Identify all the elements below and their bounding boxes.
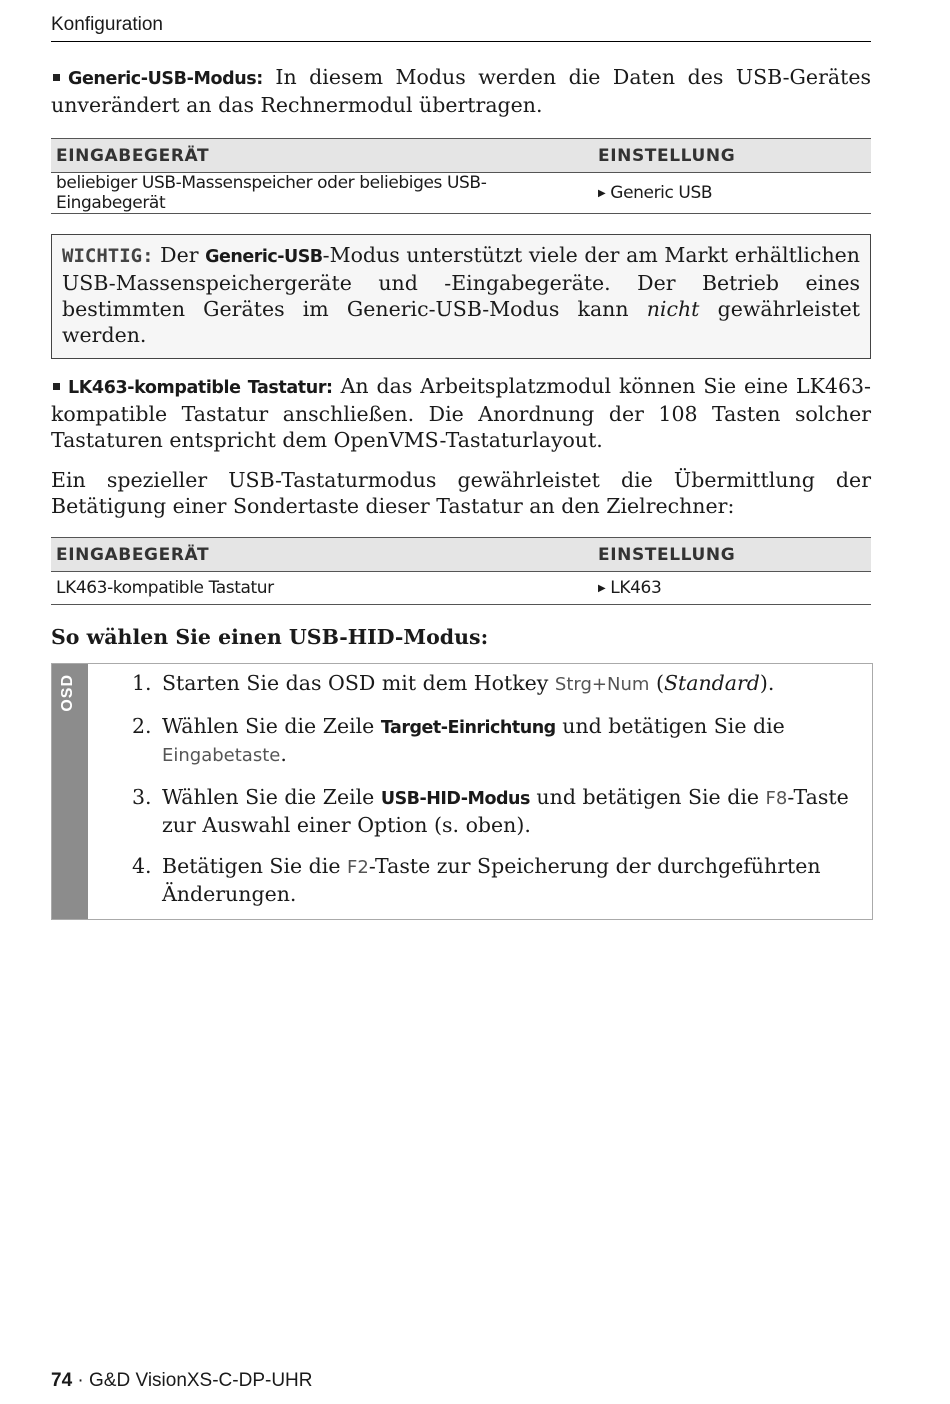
table-header-device: EINGABEGERÄT bbox=[51, 139, 593, 173]
note-emphasis: nicht bbox=[646, 297, 700, 321]
step-text: und betätigen Sie die bbox=[562, 714, 785, 738]
lk463-text: An das Arbeitsplatzmodul können Sie eine LK463-kompatible Tastatur anschließen. Die Anordnung der 108 Tasten solcher Tastaturen entspricht dem OpenVMS-Tastaturlayout. bbox=[51, 374, 871, 452]
osd-procedure-box bbox=[51, 663, 873, 920]
page-content bbox=[51, 64, 871, 920]
step-text: ). bbox=[759, 671, 775, 695]
table-header-device: EINGABEGERÄT bbox=[51, 538, 593, 572]
step-text: Betätigen Sie die bbox=[162, 854, 341, 878]
step-number: 2. bbox=[132, 714, 152, 738]
table-cell-setting bbox=[593, 572, 871, 605]
table-row bbox=[51, 572, 871, 605]
special-mode-paragraph: Ein spezieller USB-Tastaturmodus gewährleistet die Übermittlung der Betätigung einer Sondertaste dieser Tastatur an den Zielrechner: bbox=[51, 468, 871, 518]
note-text-2: -Modus unterstützt viele der am Markt erhältlichen USB-Massenspeichergeräte und -Eingabegeräte. Der Betrieb eines bestimmten Gerätes im Generic-USB-Modus kann bbox=[62, 243, 860, 321]
procedure-step bbox=[132, 713, 862, 769]
important-note bbox=[51, 234, 871, 359]
step-text: und betätigen Sie die bbox=[536, 785, 760, 809]
step-number: 3. bbox=[132, 785, 152, 809]
settings-table-lk463 bbox=[51, 537, 871, 605]
step-text: Wählen Sie die Zeile bbox=[162, 714, 375, 738]
osd-tab bbox=[52, 664, 88, 919]
procedure-steps bbox=[88, 664, 872, 919]
note-term: Generic-USB bbox=[205, 247, 323, 267]
table-header-setting: EINSTELLUNG bbox=[593, 538, 871, 572]
step-text: Starten Sie das OSD mit dem Hotkey bbox=[162, 671, 549, 695]
setting-value: Generic USB bbox=[610, 183, 713, 203]
triangle-right-icon: ▶ bbox=[598, 188, 606, 199]
generic-usb-term: Generic-USB-Modus: bbox=[68, 69, 263, 89]
key-name: F8 bbox=[765, 788, 788, 809]
bullet-square-icon bbox=[53, 74, 60, 81]
hotkey: Strg+Num bbox=[554, 674, 650, 695]
page-number: 74 bbox=[51, 1370, 73, 1391]
lk463-term: LK463-kompatible Tastatur: bbox=[68, 378, 333, 398]
procedure-step bbox=[132, 853, 862, 907]
key-name: Eingabetaste bbox=[162, 745, 281, 766]
osd-tab-label: OSD bbox=[59, 674, 76, 712]
step-text: Wählen Sie die Zeile bbox=[162, 785, 375, 809]
table-cell-setting bbox=[593, 173, 871, 214]
note-label: WICHTIG: bbox=[62, 245, 154, 267]
setting-value: LK463 bbox=[610, 578, 662, 598]
step-text: -Taste zur Speicherung der durchgeführten Änderungen. bbox=[162, 854, 821, 906]
lk463-paragraph bbox=[51, 373, 871, 453]
bullet-square-icon bbox=[53, 383, 60, 390]
generic-usb-paragraph bbox=[51, 64, 871, 118]
step-text: ( bbox=[655, 671, 664, 695]
table-header-setting: EINSTELLUNG bbox=[593, 139, 871, 173]
procedure-step bbox=[132, 670, 862, 698]
settings-table-generic bbox=[51, 138, 871, 214]
page-footer bbox=[51, 1370, 313, 1392]
step-text: -Taste zur Auswahl einer Option (s. oben). bbox=[162, 785, 849, 837]
procedure-step bbox=[132, 784, 862, 838]
key-name: F2 bbox=[347, 857, 369, 878]
page-header-title: Konfiguration bbox=[51, 14, 163, 35]
note-text-3: gewährleistet werden. bbox=[62, 297, 860, 347]
page-header bbox=[51, 14, 871, 42]
table-row bbox=[51, 173, 871, 214]
menu-entry: Target-Einrichtung bbox=[380, 718, 556, 738]
table-cell-device: LK463-kompatible Tastatur bbox=[51, 572, 593, 605]
step-number: 1. bbox=[132, 671, 152, 695]
step-number: 4. bbox=[132, 854, 152, 878]
footer-separator: · bbox=[77, 1370, 84, 1391]
triangle-right-icon: ▶ bbox=[598, 583, 606, 594]
table-cell-device: beliebiger USB-Massenspeicher oder beliebiges USB-Eingabegerät bbox=[51, 173, 593, 214]
step-emphasis: Standard bbox=[663, 671, 760, 695]
note-text-1: Der bbox=[160, 243, 199, 267]
menu-entry: USB-HID-Modus bbox=[380, 789, 530, 809]
procedure-heading: So wählen Sie einen USB-HID-Modus: bbox=[51, 625, 489, 649]
generic-usb-text: In diesem Modus werden die Daten des USB-Gerätes unverändert an das Rechnermodul übertragen. bbox=[51, 65, 871, 117]
step-text: . bbox=[280, 742, 287, 766]
product-name: G&D VisionXS-C-DP-UHR bbox=[89, 1370, 313, 1391]
